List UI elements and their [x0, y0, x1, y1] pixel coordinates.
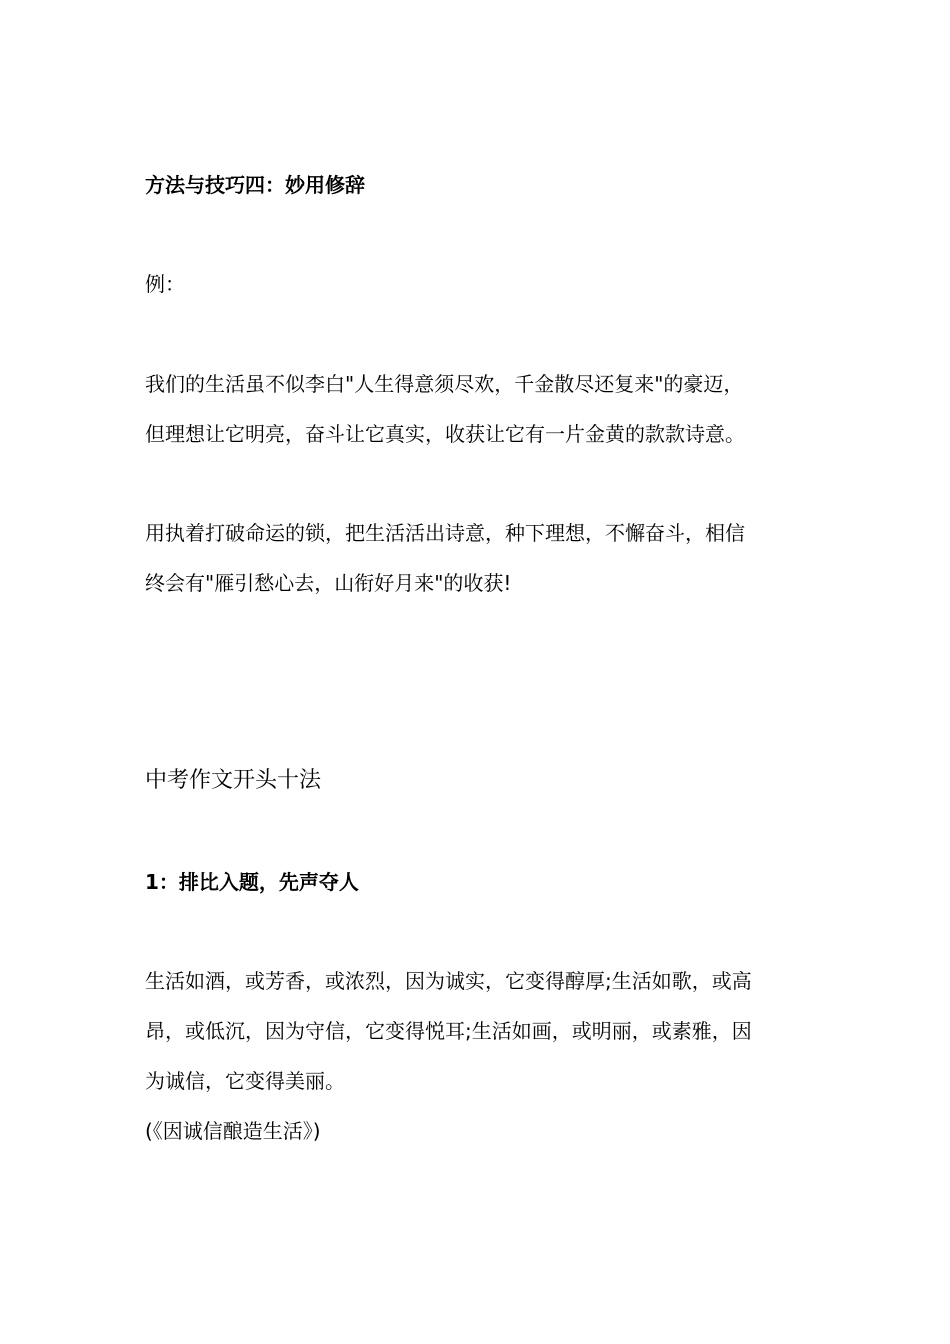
method-one-paragraph-line-3: 为诚信，它变得美丽。	[145, 1069, 345, 1093]
method-one-paragraph-line-1: 生活如酒，或芳香，或浓烈，因为诚实，它变得醇厚;生活如歌，或高	[145, 969, 752, 993]
source-citation: (《因诚信酿造生活》)	[145, 1119, 321, 1143]
technique-four-heading: 方法与技巧四：妙用修辞	[145, 173, 365, 197]
paragraph-one-line-2: 但理想让它明亮，奋斗让它真实，收获让它有一片金黄的款款诗意。	[145, 422, 745, 446]
paragraph-two-line-1: 用执着打破命运的锁，把生活活出诗意，种下理想，不懈奋斗，相信	[145, 521, 745, 545]
method-one-heading: 1：排比入题，先声夺人	[145, 870, 359, 894]
paragraph-one-line-1: 我们的生活虽不似李白"人生得意须尽欢，千金散尽还复来"的豪迈，	[145, 372, 744, 396]
method-one-paragraph-line-2: 昂，或低沉，因为守信，它变得悦耳;生活如画，或明丽，或素雅，因	[145, 1019, 752, 1043]
example-label: 例：	[145, 272, 185, 296]
paragraph-two-line-2: 终会有"雁引愁心去，山衔好月来"的收获!	[145, 571, 512, 595]
section-title: 中考作文开头十法	[145, 768, 322, 793]
